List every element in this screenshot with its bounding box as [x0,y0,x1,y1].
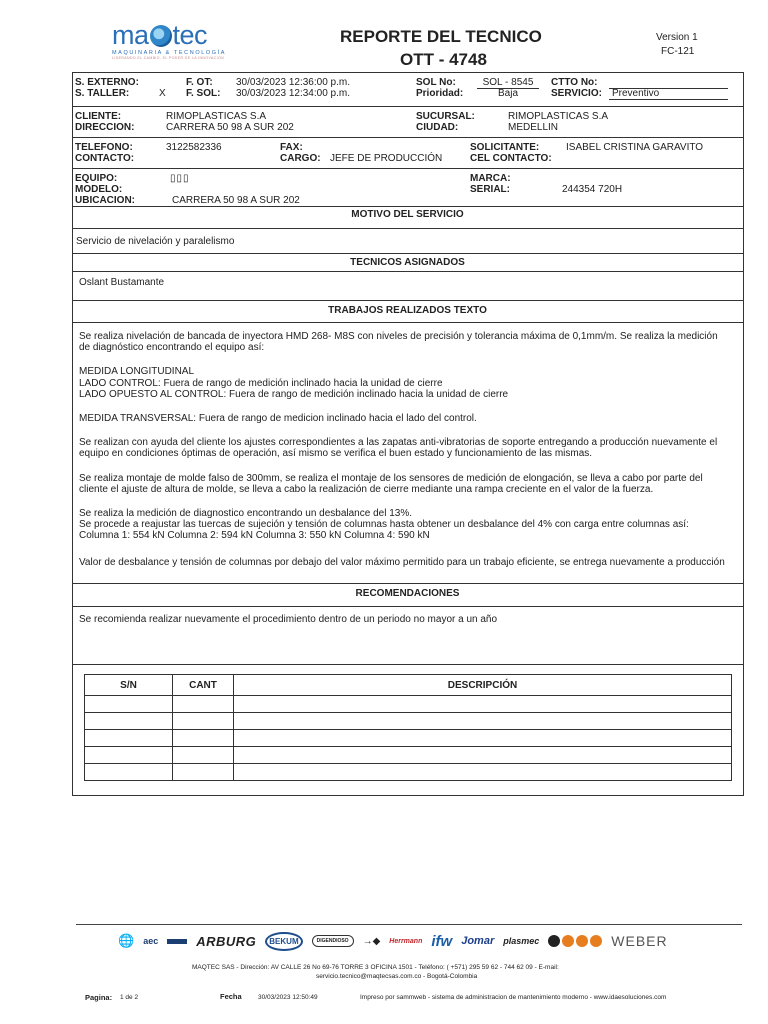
brand-ifw: ifw [431,932,453,950]
serial-label: SERIAL: [470,184,510,195]
motivo-heading: MOTIVO DEL SERVICIO [351,209,464,220]
items-table [84,674,732,781]
trabajos-p3: MEDIDA TRANSVERSAL: Fuera de rango de medicion inclinado hacia el lado del control. [79,413,477,424]
tecnicos-heading: TECNICOS ASIGNADOS [350,257,465,268]
cargo-label: CARGO: [280,153,321,164]
trabajos-p4: Se realizan con ayuda del cliente los ajustes correspondientes a las zapatas anti-vibratorias de soporte entregando a producción nuevamente el equipo en condiciones óptimas de operación, así mismo se verifica el buen estado y funcionamiento de las mismas. [79,437,718,459]
cant-cell [173,696,234,713]
cant-cell [173,730,234,747]
trabajos-p2a: MEDIDA LONGITUDINAL [79,366,195,377]
table-row [85,713,732,730]
divider [72,606,743,607]
equipo-label: EQUIPO: [75,173,118,184]
fax-label: FAX: [280,142,303,153]
brand-digendioso: DIGENDIOSO [312,935,354,947]
prioridad-value: Baja [497,88,518,99]
pagina-label: Pagina: [85,993,113,1002]
cant-cell [173,764,234,781]
f-ot-label: F. OT: [186,77,213,88]
f-ot-value: 30/03/2023 12:36:00 p.m. [236,77,350,88]
serial-value: 244354 720H [562,184,623,195]
equipo-value: ▯▯▯ [170,173,190,184]
sol-no-label: SOL No: [416,77,456,88]
descripcion-cell [234,713,732,730]
marca-label: MARCA: [470,173,511,184]
trabajos-p2c: LADO OPUESTO AL CONTROL: Fuera de rango de medición inclinado hacia la unidad de cierre [79,389,509,400]
col-cant: CANT [173,675,234,696]
trabajos-p5: Se realiza montaje de molde falso de 300mm, se realiza el montaje de los sensores de medición de elongación, se lleva a cabo por parte del cliente el ajuste de altura de molde, se lleva a cabo la realización de cierre mediante una rampa creciente en el valor de la fuerza. [79,473,703,495]
trabajos-p7: Valor de desbalance y tensión de columnas por debajo del valor máximo permitido para un trabajo eficiente, se entrega nuevamente a producción [79,557,725,568]
company-logo [112,20,260,68]
cliente-label: CLIENTE: [75,111,122,122]
table-row [85,696,732,713]
table-row [85,764,732,781]
cargo-value: JEFE DE PRODUCCIÓN [330,153,443,164]
recomendaciones-heading: RECOMENDACIONES [355,588,460,599]
goco-dot-icon [548,935,560,947]
form-code: FC-121 [661,46,695,57]
brand-weber: WEBER [611,933,668,949]
divider [72,137,743,138]
report-title: REPORTE DEL TECNICO [340,27,542,46]
cel-contacto-label: CEL CONTACTO: [470,153,552,164]
brand-plasmec: plasmec [503,936,540,946]
direccion-value: CARRERA 50 98 A SUR 202 [166,122,294,133]
brand-logos [118,932,708,950]
table-row [85,747,732,764]
trabajos-p6c: Columna 1: 554 kN Columna 2: 594 kN Columna 3: 550 kN Columna 4: 590 kN [79,530,430,541]
solicitante-value: ISABEL CRISTINA GARAVITO [566,142,704,153]
solicitante-label: SOLICITANTE: [470,142,540,153]
ciudad-label: CIUDAD: [416,122,459,133]
sn-cell [85,764,173,781]
logo-text-b: tec [172,20,208,50]
cliente-value: RIMOPLASTICAS S.A [166,111,267,122]
sn-cell [85,696,173,713]
recomendaciones-text: Se recomienda realizar nuevamente el procedimiento dentro de un periodo no mayor a un año [79,614,498,625]
ubicacion-label: UBICACION: [75,195,135,206]
brand-arrow-icon: →◆ [362,935,381,947]
descripcion-cell [234,747,732,764]
table-header-row [85,675,732,696]
divider [72,168,743,169]
goco-dot-icon [576,935,588,947]
trabajos-p2b: LADO CONTROL: Fuera de rango de medición inclinado hacia la unidad de cierre [79,378,443,389]
divider [72,253,743,254]
direccion-label: DIRECCION: [75,122,135,133]
ciudad-value: MEDELLIN [508,122,559,133]
descripcion-cell [234,696,732,713]
brand-jomar: Jomar [461,935,495,947]
cant-cell [173,713,234,730]
sucursal-label: SUCURSAL: [416,111,475,122]
divider [72,664,743,665]
divider [72,106,743,107]
trabajos-p6b: Se procede a reajustar las tuercas de sujeción y tensión de columnas hasta obtener un desbalance del 4% con carga entre columnas así: [79,519,689,530]
col-descripcion: DESCRIPCIÓN [234,675,732,696]
globe-icon: 🌐 [118,933,135,948]
brand-aec-bar [167,939,187,944]
printed-by: Impreso por sammweb - sistema de administracion de mantenimiento moderno - www.idaesoluciones.com [360,994,667,1001]
brand-aec: aec [143,936,159,946]
logo-q-icon [150,25,172,47]
divider [72,228,743,229]
cant-cell [173,747,234,764]
fecha-label: Fecha [220,992,242,1001]
footer-address-2: servicio.tecnico@maqtecsas.com.co - Bogotá-Colombia [316,973,478,980]
s-externo-label: S. EXTERNO: [75,77,139,88]
version-label: Version 1 [656,32,698,43]
servicio-line [609,99,728,100]
sol-no-value: SOL - 8545 [477,77,539,89]
contacto-label: CONTACTO: [75,153,135,164]
report-number: OTT - 4748 [400,50,487,69]
divider [72,583,743,584]
divider [72,300,743,301]
f-sol-label: F. SOL: [186,88,221,99]
logo-text-a: ma [112,20,149,50]
table-row [85,730,732,747]
brand-bekum: BEKUM [265,932,302,951]
telefono-label: TELEFONO: [75,142,133,153]
sn-cell [85,730,173,747]
col-sn: S/N [85,675,173,696]
fecha-value: 30/03/2023 12:50:49 [258,994,318,1001]
sn-cell [85,747,173,764]
goco-dot-icon [590,935,602,947]
prioridad-label: Prioridad: [416,88,464,99]
trabajos-heading: TRABAJOS REALIZADOS TEXTO [328,305,487,316]
motivo-text: Servicio de nivelación y paralelismo [76,236,235,247]
descripcion-cell [234,764,732,781]
brand-herrmann: Herrmann [389,937,423,945]
s-taller-label: S. TALLER: [75,88,130,99]
pagina-value: 1 de 2 [120,994,139,1001]
logo-tagline: MAQUINARIA & TECNOLOGÍA [112,50,227,56]
divider [72,206,743,207]
goco-dot-icon [562,935,574,947]
sucursal-value: RIMOPLASTICAS S.A [508,111,609,122]
divider [72,271,743,272]
telefono-value: 3122582336 [166,142,222,153]
servicio-value: Preventivo [612,88,660,99]
trabajos-p6a: Se realiza la medición de diagnostico encontrando un desbalance del 13%. [79,508,413,519]
tecnicos-text: Oslant Bustamante [79,277,165,288]
sn-cell [85,713,173,730]
f-sol-value: 30/03/2023 12:34:00 p.m. [236,88,350,99]
footer-address-1: MAQTEC SAS - Dirección: AV CALLE 26 No 69-76 TORRE 3 OFICINA 1501 - Teléfono: ( +571) 295 59 62 - 744 62 09 - E-mail: [192,964,559,971]
s-taller-value: X [159,88,166,99]
logo-subtagline: LIDERANDO EL CAMBIO, EL PODER DE LA INNOVACIÓN [112,56,225,60]
brand-arburg: ARBURG [196,933,257,949]
modelo-label: MODELO: [75,184,123,195]
trabajos-p1: Se realiza nivelación de bancada de inyectora HMD 268- M8S con niveles de precisión y tolerancia máxima de 0,1mm/m. Se realiza la medición de diagnóstico encontrando el equipo así: [79,331,718,353]
footer-rule [76,924,742,925]
servicio-label: SERVICIO: [551,88,602,99]
divider [72,322,743,323]
ubicacion-value: CARRERA 50 98 A SUR 202 [172,195,300,206]
brand-goco [548,935,602,947]
ctto-label: CTTO No: [551,77,598,88]
descripcion-cell [234,730,732,747]
